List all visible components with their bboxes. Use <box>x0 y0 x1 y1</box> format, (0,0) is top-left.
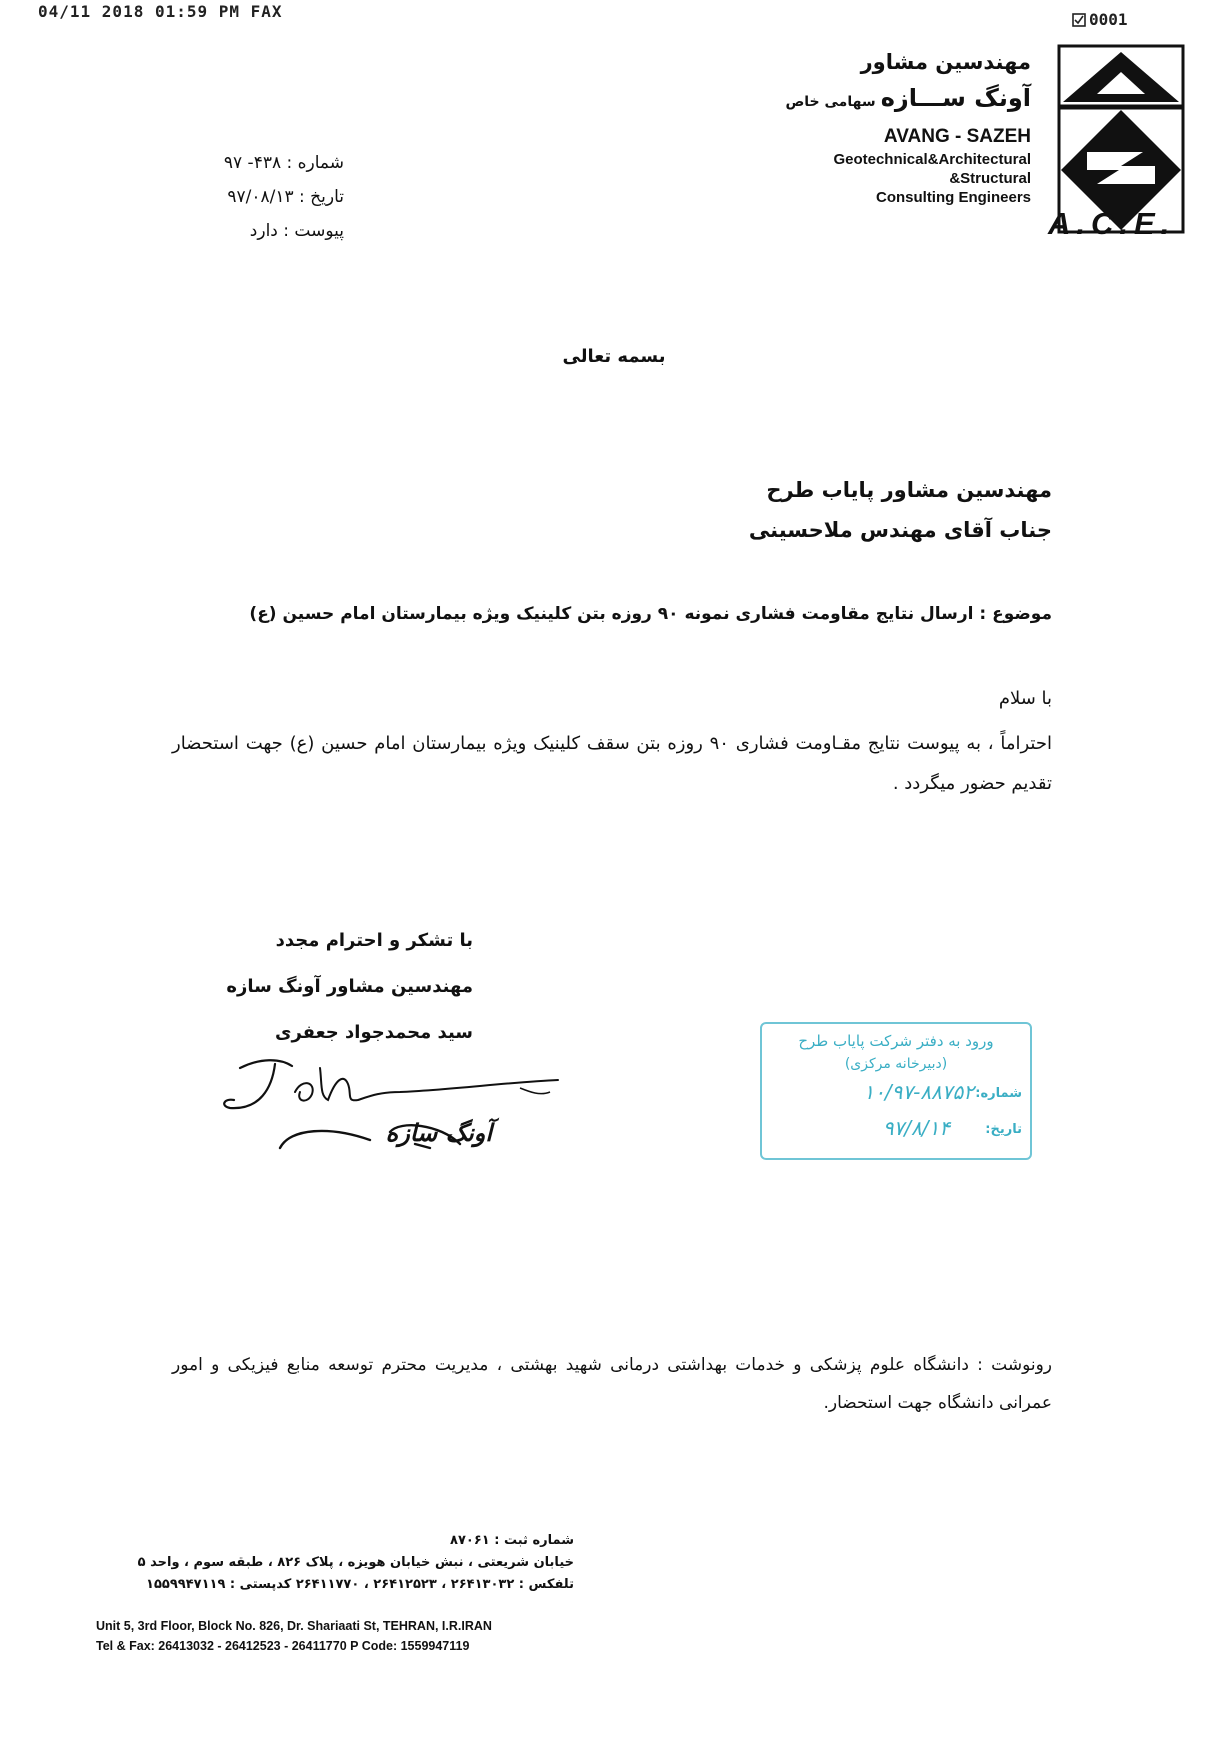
recipient-person: جناب آقای مهندس ملاحسینی <box>748 518 1052 542</box>
closing-block <box>113 918 473 1056</box>
signature-company-text: آونگ سازه <box>385 1118 492 1147</box>
letter-body: احتراماً ، به پیوست نتایج مقـاومت فشاری ۹۰ روزه بتن سقف کلینیک ویژه بیمارستان امام حسین (ع) جهت استحضار تقدیم حضور میگردد . <box>172 733 1052 794</box>
company-description-line1: Geotechnical&Architectural <box>833 151 1031 168</box>
footer-registration: شماره ثبت : ۸۷۰۶۱ <box>450 1533 574 1548</box>
stamp-number-value: ۱۰/۹۷-۸۸۷۵۲ <box>863 1080 974 1104</box>
company-name-fa-main: آونگ ســـازه <box>880 84 1031 112</box>
letter-meta <box>84 146 344 248</box>
company-name-fa-line1: مهندسین مشاور <box>860 50 1031 74</box>
signatory-name: سید محمدجواد جعفری <box>274 1022 473 1043</box>
closing-regards: با تشکر و احترام مجدد <box>275 930 473 951</box>
receipt-stamp <box>760 1022 1032 1160</box>
cc-block: رونوشت : دانشگاه علوم پزشکی و خدمات بهداشتی درمانی شهید بهشتی ، مدیریت محترم توسعه منابع فیزیکی و امور عمرانی دانشگاه جهت استحضار. <box>172 1355 1052 1413</box>
footer-en <box>96 1616 616 1656</box>
stamp-date-value: ۹۷/۸/۱۴ <box>882 1116 950 1140</box>
letter-date: تاریخ : ۹۷/۰۸/۱۳ <box>227 187 344 207</box>
stamp-title: ورود به دفتر شرکت پایاب طرح <box>798 1032 994 1050</box>
fax-page-number: 0001 <box>1089 10 1128 29</box>
company-description <box>611 150 1031 207</box>
recipient-company: مهندسین مشاور پایاب طرح <box>766 478 1052 502</box>
footer-phone-en: Tel & Fax: 26413032 - 26412523 - 26411770 P Code: 1559947119 <box>96 1639 470 1653</box>
company-name-en: AVANG - SAZEH <box>883 126 1031 147</box>
closing-company: مهندسین مشاور آونگ سازه <box>226 976 473 997</box>
fax-header: 04/11 2018 01:59 PM FAX <box>38 2 283 21</box>
footer-phone-fa: تلفکس : ۲۶۴۱۳۰۳۲ ، ۲۶۴۱۲۵۲۳ ، ۲۶۴۱۱۷۷۰ کدپستی : ۱۵۵۹۹۴۷۱۱۹ <box>146 1577 574 1592</box>
company-description-line2: &Structural <box>949 170 1031 187</box>
letter-attachment: پیوست : دارد <box>249 221 344 241</box>
company-abbreviation: A.C.E. <box>1048 206 1176 241</box>
company-description-line3: Consulting Engineers <box>875 189 1031 206</box>
letter-number: شماره : ۴۳۸- ۹۷ <box>223 153 344 173</box>
fax-page-indicator <box>1072 10 1128 29</box>
letter-greeting: با سلام <box>998 688 1052 709</box>
footer-fa <box>54 1530 574 1596</box>
invocation: بسمه تعالی <box>562 346 666 367</box>
handwritten-signature <box>220 1048 570 1168</box>
recipient-block <box>552 470 1052 550</box>
stamp-date-label: تاریخ: <box>985 1122 1022 1137</box>
letter-subject: موضوع : ارسال نتایج مقاومت فشاری نمونه ۹۰ روزه بتن کلینیک ویژه بیمارستان امام حسین (ع) <box>249 604 1052 624</box>
company-type: سهامی خاص <box>785 94 876 110</box>
company-name-fa-line2 <box>611 84 1031 112</box>
footer-address-fa: خیابان شریعتی ، نبش خیابان هویزه ، پلاک ۸۲۶ ، طبقه سوم ، واحد ۵ <box>137 1555 574 1570</box>
footer-address-en: Unit 5, 3rd Floor, Block No. 826, Dr. Shariaati St, TEHRAN, I.R.IRAN <box>96 1619 492 1633</box>
stamp-subtitle: (دبیرخانه مرکزی) <box>844 1056 948 1072</box>
checkbox-icon <box>1072 13 1086 27</box>
stamp-number-label: شماره: <box>975 1086 1022 1101</box>
